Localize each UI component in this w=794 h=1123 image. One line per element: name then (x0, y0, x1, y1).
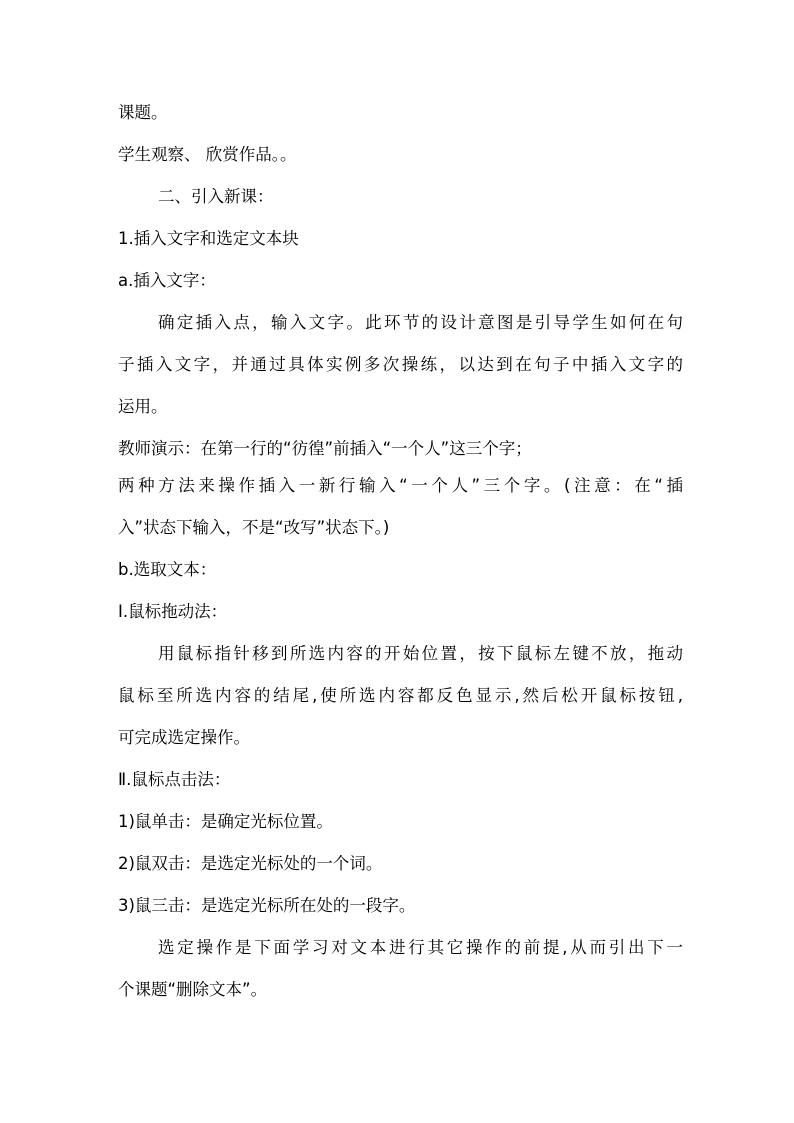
text-line: 学生观察、 欣赏作品。。 (118, 145, 297, 164)
item-heading: Ⅱ.鼠标点击法： (118, 770, 231, 789)
item-heading: I.鼠标拖动法： (118, 602, 228, 621)
item-heading: b.选取文本： (118, 560, 217, 579)
paragraph-line: 个课题“删除文本”。 (118, 980, 268, 999)
item-heading: a.插入文字： (118, 271, 216, 290)
text-line: 课题。 (118, 103, 168, 122)
paragraph-line: 选定操作是下面学习对文本进行其它操作的前提,从而引出下一 (158, 938, 683, 957)
paragraph-line: 子插入文字，并通过具体实例多次操练，以达到在句子中插入文字的 (118, 355, 683, 374)
list-item: 3)鼠三击：是选定光标所在处的一段字。 (118, 896, 416, 915)
paragraph-line: 两种方法来操作插入一新行输入“一个人”三个字。(注意：在“插 (118, 476, 683, 495)
paragraph-line: 运用。 (118, 397, 168, 416)
document-body (118, 101, 683, 1002)
paragraph-line: 用鼠标指针移到所选内容的开始位置，按下鼠标左键不放，拖动 (158, 644, 683, 663)
paragraph-line: 入”状态下输入，不是“改写”状态下。) (118, 518, 390, 537)
list-item: 2)鼠双击：是选定光标处的一个词。 (118, 854, 383, 873)
text-line: 教师演示：在第一行的“彷徨”前插入“一个人”这三个字； (118, 439, 532, 458)
subsection-heading: 1.插入文字和选定文本块 (118, 229, 299, 248)
paragraph-line: 确定插入点，输入文字。此环节的设计意图是引导学生如何在句 (158, 313, 683, 332)
paragraph-line: 可完成选定操作。 (118, 728, 250, 747)
section-heading: 二、引入新课： (158, 187, 274, 206)
list-item: 1)鼠单击：是确定光标位置。 (118, 812, 333, 831)
paragraph-line: 鼠标至所选内容的结尾,使所选内容都反色显示,然后松开鼠标按钮, (118, 686, 683, 705)
